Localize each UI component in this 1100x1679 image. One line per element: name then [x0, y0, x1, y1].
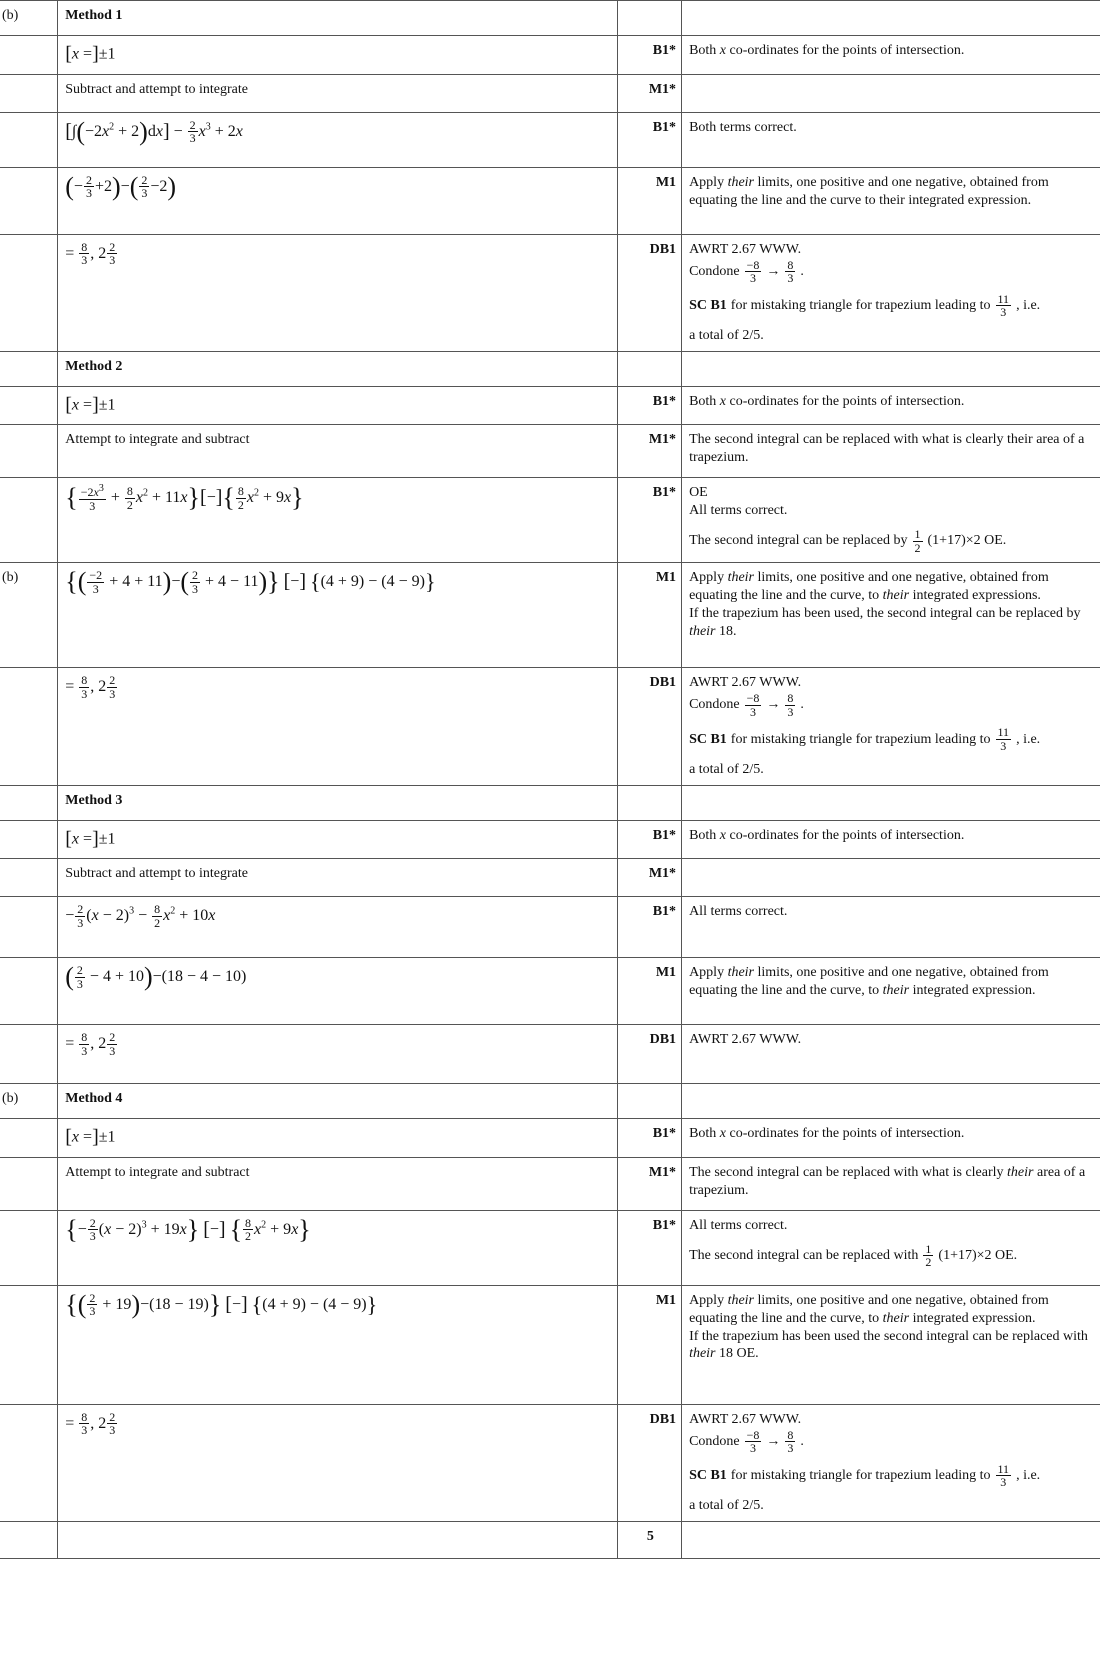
working-text: Attempt to integrate and subtract [58, 425, 618, 478]
mark: DB1 [617, 234, 681, 351]
method-heading: Method 3 [58, 785, 618, 820]
guidance-text: Both x co-ordinates for the points of intersection. [682, 820, 1100, 859]
mark: B1* [617, 897, 681, 958]
working-limits: ( $\frac{2}{3}$ − 4 + 10)−(18 − 4 − 10) [58, 958, 618, 1025]
working-integral: $[\int(-2x^2 + 2)dx]$ − $\frac{2}{3}$ $x^3 + 2x$ [58, 112, 618, 167]
working-text: Subtract and attempt to integrate [58, 859, 618, 897]
working-intersection: [x =]±1 [58, 386, 618, 425]
working-intersection: [x =]±1 [58, 820, 618, 859]
working-text: Attempt to integrate and subtract [58, 1157, 618, 1210]
question-label: (b) [0, 1084, 58, 1119]
method-heading: Method 1 [58, 1, 618, 36]
method-heading: Method 2 [58, 351, 618, 386]
working-intersection: [x =]±1 [58, 36, 618, 75]
method-heading: Method 4 [58, 1084, 618, 1119]
working-answer: = $\frac{8}{3}$ , 2 $\frac{2}{3}$ [58, 234, 618, 351]
mark: DB1 [617, 1404, 681, 1521]
guidance-text: Both x co-ordinates for the points of intersection. [682, 1119, 1100, 1158]
working-integral: − $\frac{2}{3}$ $(x - 2)^3$ − $\frac{8}{2}$ $x^2 + 10x$ [58, 897, 618, 958]
working-integral: {− $\frac{2}{3}$ $(x - 2)^3 + 19x$} [−] { $\frac{8}{2}$ $x^2 + 9x$} [58, 1210, 618, 1285]
guidance-block: AWRT 2.67 WWW. Condone −8 3 → 8 3 . SC B1 for mistaking triangle for trapezium leading to 11 3 , i.e. a total of 2/5. [682, 1404, 1100, 1521]
mark: B1* [617, 36, 681, 75]
working-answer: = $\frac{8}{3}$ , 2 $\frac{2}{3}$ [58, 1025, 618, 1084]
working-answer: = $\frac{8}{3}$ , 2 $\frac{2}{3}$ [58, 668, 618, 785]
question-label: (b) [0, 1, 58, 36]
mark: M1* [617, 859, 681, 897]
working-limits: {( $\frac{2}{3}$ + 19)−(18 − 19)} [−] {(4 + 9) − (4 − 9)} [58, 1285, 618, 1404]
guidance-text: Both terms correct. [682, 112, 1100, 167]
mark: B1* [617, 112, 681, 167]
guidance-text: AWRT 2.67 WWW. [682, 1025, 1100, 1084]
mark: M1* [617, 425, 681, 478]
mark: M1 [617, 958, 681, 1025]
guidance-text: All terms correct. [682, 897, 1100, 958]
guidance-text: The second integral can be replaced with what is clearly their area of a trapezium. [682, 425, 1100, 478]
guidance-text: Apply their limits, one positive and one negative, obtained from equating the line and the curve, to their integrated expressions. If the trapezium has been used, the second integral can be replaced by their 18. [682, 563, 1100, 668]
guidance-text: The second integral can be replaced with what is clearly their area of a trapezium. [682, 1157, 1100, 1210]
working-answer: = $\frac{8}{3}$ , 2 $\frac{2}{3}$ [58, 1404, 618, 1521]
guidance-text: Apply their limits, one positive and one negative, obtained from equating the line and the curve, to their integrated expression. [682, 958, 1100, 1025]
mark: M1 [617, 1285, 681, 1404]
guidance-block: All terms correct. The second integral can be replaced with 1 2 (1+17)×2 OE. [682, 1210, 1100, 1285]
mark: B1* [617, 478, 681, 563]
mark: M1* [617, 74, 681, 112]
mark: M1* [617, 1157, 681, 1210]
mark: B1* [617, 386, 681, 425]
working-integral: { $\frac{-2x^3}{3}$ + $\frac{8}{2}$ $x^2 + 11x\}[-]${ $\frac{8}{2}$ $x^2 + 9x$} [58, 478, 618, 563]
mark: B1* [617, 820, 681, 859]
guidance-block: AWRT 2.67 WWW. Condone −8 3 → 8 3 . SC B1 for mistaking triangle for trapezium leading to 11 3 , i.e. a total of 2/5. [682, 234, 1100, 351]
total-marks: 5 [617, 1521, 681, 1558]
guidance-block: OE All terms correct. The second integral can be replaced by 1 2 (1+17)×2 OE. [682, 478, 1100, 563]
question-label: (b) [0, 563, 58, 668]
working-intersection: [x =]±1 [58, 1119, 618, 1158]
guidance-text: Apply their limits, one positive and one negative, obtained from equating the line and the curve to their integrated expression. [682, 167, 1100, 234]
mark: M1 [617, 563, 681, 668]
working-limits: (− $\frac{2}{3}$ +2)−( $\frac{2}{3}$ −2) [58, 167, 618, 234]
mark: B1* [617, 1210, 681, 1285]
mark: DB1 [617, 1025, 681, 1084]
guidance-text: Both x co-ordinates for the points of intersection. [682, 386, 1100, 425]
mark: DB1 [617, 668, 681, 785]
mark: B1* [617, 1119, 681, 1158]
guidance-text: Apply their limits, one positive and one negative, obtained from equating the line and the curve, to their integrated expression. If the trapezium has been used the second integral can be replaced with their 18 OE. [682, 1285, 1100, 1404]
guidance-block: AWRT 2.67 WWW. Condone −8 3 → 8 3 . SC B1 for mistaking triangle for trapezium leading to 11 3 , i.e. a total of 2/5. [682, 668, 1100, 785]
guidance-text: Both x co-ordinates for the points of intersection. [682, 36, 1100, 75]
working-limits: {( $\frac{-2}{3}$ + 4 + 11)−( $\frac{2}{3}$ + 4 − 11)} [−] {(4 + 9) − (4 − 9)} [58, 563, 618, 668]
working-text: Subtract and attempt to integrate [58, 74, 618, 112]
mark: M1 [617, 167, 681, 234]
